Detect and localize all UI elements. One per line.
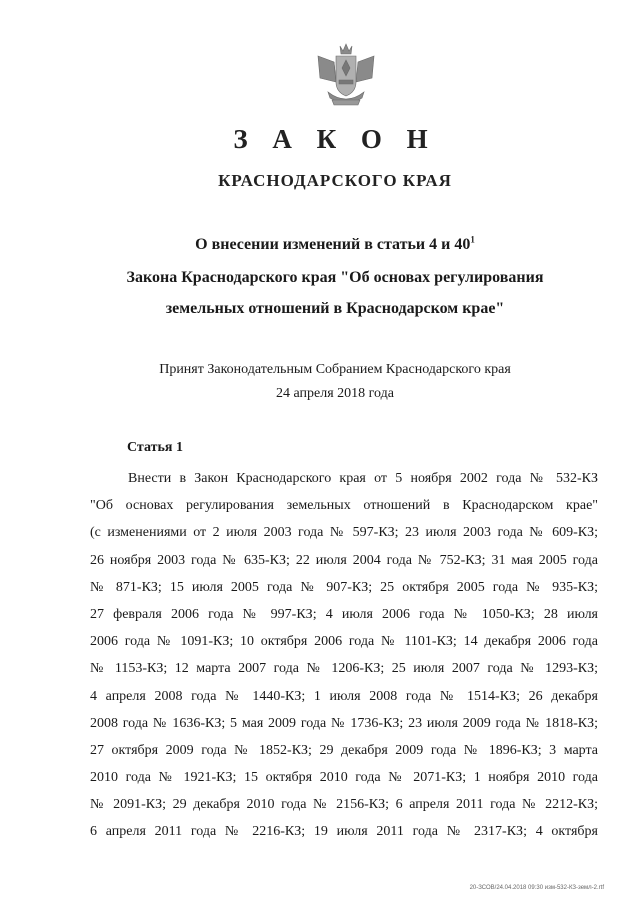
adoption-date: 24 апреля 2018 года <box>276 386 394 401</box>
body-line: "Об основах регулирования земельных отношений в Краснодарском крае" <box>90 498 598 514</box>
body-line: № 871-КЗ; 15 июля 2005 года № 907-КЗ; 25 октября 2005 года № 935-КЗ; <box>90 579 598 595</box>
body-line: 6 апреля 2011 года № 2216-КЗ; 19 июля 2011 года № 2317-КЗ; 4 октября <box>90 824 598 840</box>
subject-line-3: земельных отношений в Краснодарском крае" <box>165 300 505 317</box>
body-line: № 1153-КЗ; 12 марта 2007 года № 1206-КЗ; 25 июля 2007 года № 1293-КЗ; <box>90 661 598 677</box>
subject-line-2: Закона Краснодарского края "Об основах регулирования <box>126 269 544 286</box>
subject-line-1-text: О внесении изменений в статьи 4 и 40 <box>195 236 471 253</box>
subject-line-1-superscript: 1 <box>470 234 475 245</box>
body-line: 26 ноября 2003 года № 635-КЗ; 22 июля 2004 года № 752-КЗ; 31 мая 2005 года <box>90 552 598 568</box>
adoption-line-1: Принят Законодательным Собранием Краснодарского края <box>159 362 511 377</box>
footer-file-code: 20-ЗСОВ/24.04.2018 09:30 изм-532-КЗ-земл-2.rtf <box>469 885 604 891</box>
subject-line-1 <box>0 236 640 254</box>
body-line: № 2091-КЗ; 29 декабря 2010 года № 2156-КЗ; 6 апреля 2011 года № 2212-КЗ; <box>90 797 598 813</box>
article-heading: Статья 1 <box>127 440 183 455</box>
body-line: 27 февраля 2006 года № 997-КЗ; 4 июля 2006 года № 1050-КЗ; 28 июля <box>90 606 598 622</box>
body-line: 27 октября 2009 года № 1852-КЗ; 29 декабря 2009 года № 1896-КЗ; 3 марта <box>90 742 598 758</box>
body-line: 4 апреля 2008 года № 1440-КЗ; 1 июля 2008 года № 1514-КЗ; 26 декабря <box>90 688 598 704</box>
krasnodar-coat-of-arms-icon <box>314 42 378 108</box>
body-line: Внести в Закон Краснодарского края от 5 ноября 2002 года № 532-КЗ <box>128 471 598 486</box>
body-line: 2006 года № 1091-КЗ; 10 октября 2006 года № 1101-КЗ; 14 декабря 2006 года <box>90 634 598 650</box>
document-title: З А К О Н <box>233 124 437 154</box>
document-region-title: КРАСНОДАРСКОГО КРАЯ <box>218 171 452 190</box>
body-line: 2008 года № 1636-КЗ; 5 мая 2009 года № 1736-КЗ; 23 июля 2009 года № 1818-КЗ; <box>90 715 598 731</box>
body-line: 2010 года № 1921-КЗ; 15 октября 2010 года № 2071-КЗ; 1 ноября 2010 года <box>90 770 598 786</box>
body-line: (с изменениями от 2 июля 2003 года № 597-КЗ; 23 июля 2003 года № 609-КЗ; <box>90 525 598 541</box>
article-body <box>90 465 598 846</box>
